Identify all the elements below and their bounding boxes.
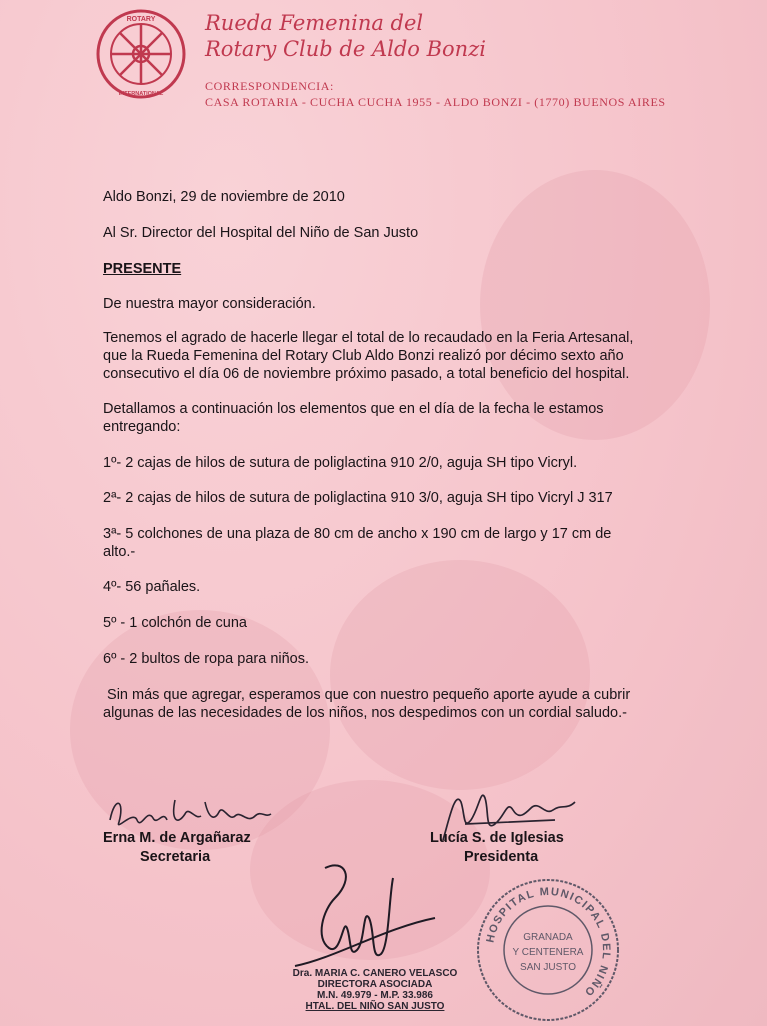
stamp-line: Dra. MARIA C. CANERO VELASCO [292,968,458,979]
list-item: 1º- 2 cajas de hilos de sutura de poliglactina 910 2/0, aguja SH tipo Vicryl. [103,455,578,471]
secretary-role: Secretaria [140,849,211,865]
paragraph-details [103,400,703,436]
letter-greeting: De nuestra mayor consideración. [103,296,316,312]
correspondence-address: CASA ROTARIA - CUCHA CUCHA 1955 - ALDO BONZI - (1770) BUENOS AIRES [205,95,666,109]
paragraph-closing [103,686,703,722]
org-name-line2: Rotary Club de Aldo Bonzi [205,37,486,61]
director-signature [285,858,445,973]
svg-text:SAN JUSTO: SAN JUSTO [520,962,576,973]
paragraph-line: que la Rueda Femenina del Rotary Club Aldo Bonzi realizó por décimo sexto año [103,348,624,364]
watermark-petal [330,560,590,790]
stamp-line: M.N. 49.979 - M.P. 33.986 [317,990,433,1001]
president-role: Presidenta [464,849,539,865]
stamp-line: HTAL. DEL NIÑO SAN JUSTO [305,1001,445,1012]
letter-date: Aldo Bonzi, 29 de noviembre de 2010 [103,189,345,205]
letter-recipient: Al Sr. Director del Hospital del Niño de San Justo [103,225,419,241]
list-item: 5º - 1 colchón de cuna [103,615,247,631]
hospital-seal-icon [473,875,623,1025]
stamp-line: DIRECTORA ASOCIADA [317,979,433,990]
svg-text:Y CENTENERA: Y CENTENERA [512,947,584,958]
organization-name [205,10,486,62]
secretary-name: Erna M. de Argañaraz [103,830,251,846]
correspondence-label: CORRESPONDENCIA: [205,79,334,93]
president-name: Lucía S. de Iglesias [430,830,564,846]
paragraph-line: algunas de las necesidades de los niños, nos despedimos con un cordial saludo.- [103,705,627,721]
org-name-line1: Rueda Femenina del [205,11,424,35]
rotary-logo-icon [95,8,187,100]
correspondence-block [205,78,666,110]
paragraph-line: consecutivo el día 06 de noviembre próximo pasado, a total beneficio del hospital. [103,366,630,382]
list-item: 3ª- 5 colchones de una plaza de 80 cm de ancho x 190 cm de largo y 17 cm de [103,526,612,542]
list-item: 6º - 2 bultos de ropa para niños. [103,651,310,667]
svg-text:ROTARY: ROTARY [126,16,156,23]
list-item: alto.- [103,544,136,560]
paragraph-line: Sin más que agregar, esperamos que con nuestro pequeño aporte ayude a cubrir [103,687,631,703]
paragraph-line: Detallamos a continuación los elementos que en el día de la fecha le estamos [103,401,604,417]
paragraph-line: entregando: [103,419,181,435]
director-stamp [290,968,460,1012]
list-item: 4º- 56 pañales. [103,579,201,595]
paragraph-line: Tenemos el agrado de hacerle llegar el total de lo recaudado en la Feria Artesanal, [103,330,634,346]
svg-text:GRANADA: GRANADA [523,932,573,943]
svg-text:INTERNATIONAL: INTERNATIONAL [118,91,164,97]
list-item: 2ª- 2 cajas de hilos de sutura de poliglactina 910 3/0, aguja SH tipo Vicryl J 317 [103,490,613,506]
svg-text:HOSPITAL MUNICIPAL DEL NIÑO: HOSPITAL MUNICIPAL DEL NIÑO [484,885,613,999]
paragraph-intro [103,329,703,383]
letter-presente: PRESENTE [103,261,182,277]
